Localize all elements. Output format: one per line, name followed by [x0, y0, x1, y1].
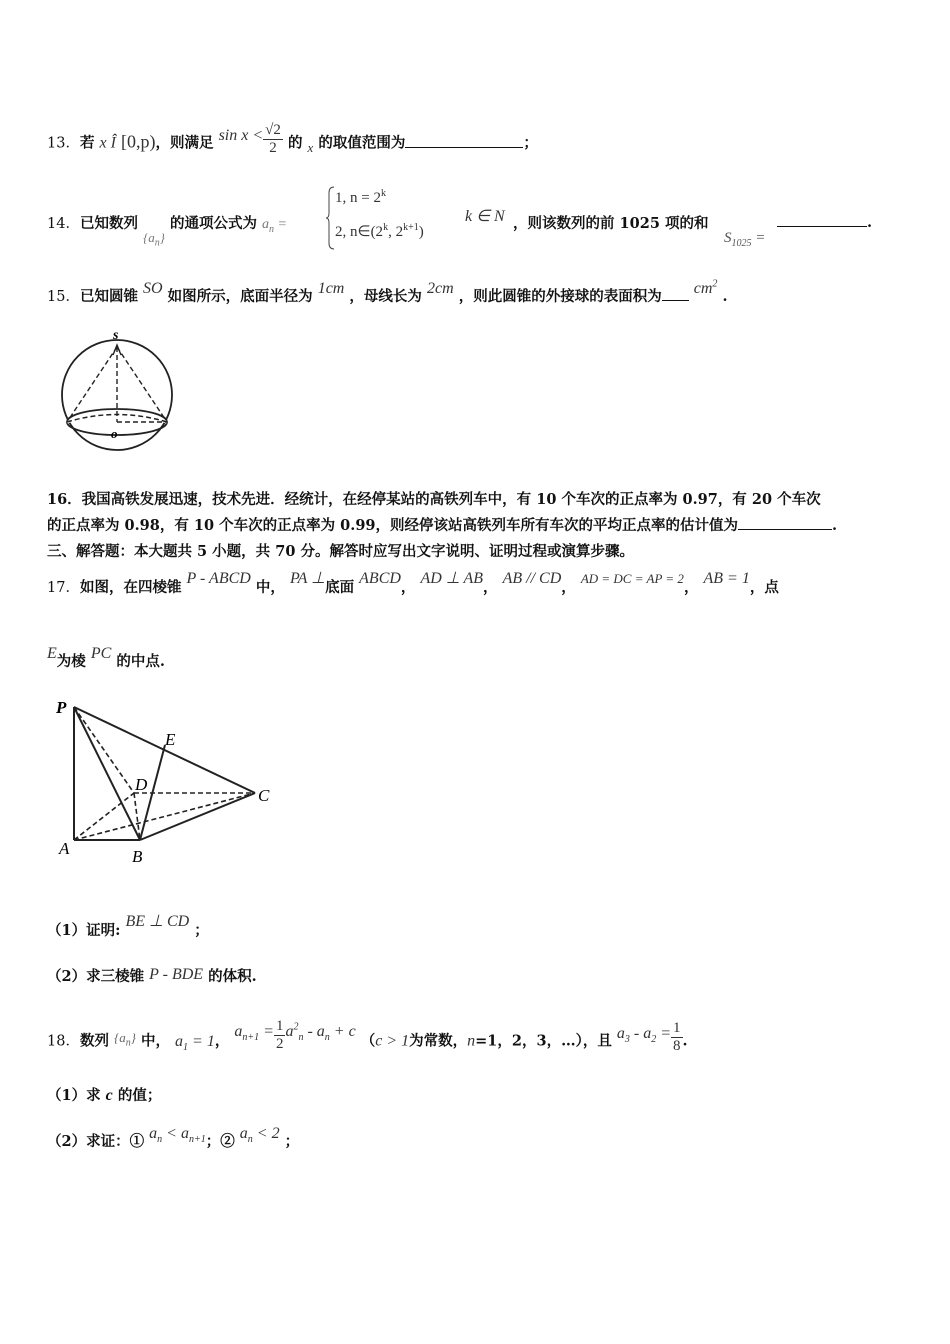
math — [616, 1024, 672, 1045]
case-brace — [325, 185, 335, 251]
subscript: n — [269, 223, 275, 235]
label-A: A — [59, 839, 70, 858]
text: ， — [483, 579, 498, 596]
math-part: < 2 — [252, 1125, 280, 1142]
label-o: o — [111, 426, 118, 441]
text: ；② — [205, 1133, 235, 1150]
math — [239, 1125, 280, 1146]
math-part: a — [616, 1024, 625, 1042]
cone-sphere-figure — [55, 325, 185, 460]
text: . — [867, 214, 873, 231]
math: P - ABCD — [186, 570, 251, 587]
math-part: cm — [693, 280, 713, 297]
text: （2）求三棱锥 — [47, 968, 145, 985]
text: ， — [400, 579, 416, 596]
text: . — [832, 517, 838, 534]
subscript: n — [324, 1031, 330, 1043]
numerator: √2 — [265, 122, 281, 138]
math-part: < a — [162, 1125, 189, 1142]
label-B: B — [132, 847, 143, 866]
math: BE ⊥ CD — [125, 913, 190, 930]
math-part: , 2 — [388, 224, 404, 240]
text: （1）证明: — [47, 922, 121, 939]
denominator: 8 — [673, 1038, 681, 1054]
math — [262, 217, 287, 235]
text: 如图，在四棱锥 — [79, 579, 182, 596]
question-number: 13． — [47, 135, 80, 152]
text: 为常数， — [409, 1032, 468, 1050]
math-part: = — [751, 230, 766, 246]
text: ， — [214, 1032, 230, 1050]
question-17-part2 — [47, 965, 257, 986]
math-part: a — [234, 1022, 243, 1040]
text: （1）求 — [47, 1087, 101, 1104]
subscript: n — [154, 237, 160, 249]
question-number: 18． — [47, 1033, 80, 1050]
math — [234, 1022, 274, 1043]
answer-blank[interactable] — [405, 133, 523, 148]
brace-icon — [325, 185, 335, 251]
math: x Î — [99, 134, 116, 152]
math: AD ⊥ AB — [420, 570, 484, 587]
math-part: + c — [329, 1022, 356, 1040]
text: （2）求证：① — [47, 1133, 145, 1150]
math-part: - a — [629, 1024, 652, 1042]
question-18-part1 — [47, 1084, 161, 1105]
label-E: E — [165, 730, 176, 749]
text: 已知圆锥 — [79, 288, 138, 305]
text: 的中点. — [116, 653, 165, 670]
text: 已知数列 — [79, 215, 138, 232]
numerator: 1 — [275, 1018, 284, 1034]
answer-blank[interactable] — [777, 212, 867, 227]
subscript: n — [125, 1037, 131, 1049]
math-part: - a — [303, 1022, 325, 1040]
text: 的通项公式为 — [169, 215, 257, 232]
question-17 — [47, 570, 779, 597]
superscript: k — [383, 222, 389, 233]
label-C: C — [258, 786, 270, 805]
subscript: n — [247, 1134, 253, 1146]
text: 中， — [255, 579, 285, 596]
math: P - BDE — [149, 966, 204, 983]
superscript: 2 — [712, 278, 718, 290]
text: ，则此圆锥的外接球的表面积为 — [458, 288, 662, 305]
label-P: P — [56, 698, 67, 717]
answer-14 — [777, 212, 872, 231]
math-part: = — [274, 217, 287, 232]
subscript: n — [157, 1134, 163, 1146]
math: AD = DC = AP = 2 — [580, 571, 684, 586]
question-number: 15． — [47, 289, 80, 305]
subscript: n+1 — [242, 1031, 260, 1043]
fraction — [671, 1020, 683, 1055]
label-D: D — [135, 775, 148, 794]
math: PC — [90, 645, 112, 662]
text: =1，2，3，…），且 — [475, 1032, 612, 1050]
text: ，母线长为 — [349, 288, 422, 305]
text: 中， — [140, 1032, 170, 1050]
case-1 — [335, 188, 386, 207]
math-part: ) — [418, 224, 424, 240]
text: ，则满足 — [155, 134, 214, 152]
subscript: n — [298, 1031, 304, 1043]
math-part: = — [656, 1024, 672, 1042]
question-14 — [47, 212, 287, 249]
math: n — [467, 1032, 476, 1050]
question-15 — [47, 278, 728, 306]
math: x — [307, 139, 314, 155]
subscript: 1 — [183, 1041, 189, 1053]
denominator: 2 — [275, 1036, 284, 1052]
answer-blank[interactable] — [738, 515, 832, 530]
math: SO — [143, 280, 163, 297]
superscript: 2 — [293, 1021, 299, 1033]
math — [143, 230, 165, 249]
pyramid-figure — [50, 695, 280, 870]
math: [0,p) — [121, 131, 156, 152]
text: 若 — [79, 134, 95, 152]
superscript: k+1 — [403, 222, 419, 233]
question-16-line2 — [47, 514, 837, 535]
math: 2cm — [426, 280, 454, 297]
case-2 — [335, 222, 424, 241]
text: 底面 — [325, 579, 355, 596]
text: ， — [683, 579, 699, 596]
text: 的体积. — [208, 968, 257, 985]
text: . — [722, 288, 728, 305]
question-13 — [47, 122, 538, 161]
answer-blank[interactable] — [662, 286, 689, 301]
math — [114, 1029, 136, 1049]
text: ，点 — [749, 579, 779, 596]
subscript: n+1 — [188, 1134, 206, 1146]
math: AB = 1 — [703, 570, 750, 587]
text: ； — [523, 134, 538, 152]
math: E — [47, 645, 57, 662]
text: 的 — [287, 134, 303, 152]
math: sin x < — [218, 126, 264, 144]
math-part: = — [259, 1022, 274, 1040]
math: 1cm — [317, 280, 345, 297]
fraction — [274, 1018, 286, 1053]
math-part: 1, n = 2 — [335, 190, 381, 206]
math-part: a — [175, 1032, 184, 1050]
math-part: } — [130, 1029, 136, 1045]
question-number: 14． — [47, 216, 80, 232]
subscript: 1025 — [731, 238, 752, 249]
math-part: S — [724, 230, 732, 246]
text: 的正点率为 0.98，有 10 个车次的正点率为 0.99，则经停该站高铁列车所有车次的平均正点率的估计值为 — [47, 517, 738, 534]
question-18-part2 — [47, 1125, 300, 1153]
math-part: 2, n∈(2 — [335, 224, 384, 240]
text: （ — [360, 1032, 376, 1050]
text: 为棱 — [56, 653, 86, 670]
question-17-part1 — [47, 913, 209, 940]
text: ； — [284, 1133, 300, 1150]
math: AB // CD — [502, 570, 562, 587]
question-17-line2 — [47, 645, 165, 671]
text: ，则该数列的前 1025 项的和 — [513, 215, 709, 232]
denominator: 2 — [269, 140, 277, 156]
math-part: a — [262, 217, 270, 232]
question-number: 17． — [47, 580, 80, 596]
math — [149, 1125, 206, 1146]
math-part: = 1 — [188, 1032, 215, 1050]
fraction — [263, 122, 283, 157]
math-part: {a — [114, 1029, 126, 1045]
math-part: a — [285, 1022, 294, 1040]
math — [694, 280, 718, 297]
subscript: 3 — [624, 1033, 630, 1045]
question-18 — [47, 1018, 688, 1059]
text: ， — [561, 579, 576, 596]
superscript: k — [380, 188, 386, 199]
text: 数列 — [79, 1032, 109, 1050]
math-part: {a — [143, 230, 155, 245]
math: c > 1 — [375, 1032, 410, 1050]
math-part: } — [159, 230, 165, 245]
math — [724, 230, 765, 249]
math: c — [105, 1087, 113, 1104]
section-heading: 三、解答题：本大题共 5 小题，共 70 分。解答时应写出文字说明、证明过程或演算步骤。 — [47, 543, 634, 560]
math: PA ⊥ — [289, 570, 326, 587]
math-part: a — [149, 1125, 158, 1142]
text: 的取值范围为 — [318, 134, 406, 152]
math — [285, 1021, 356, 1043]
label-s: s — [113, 328, 119, 343]
question-16-line1: 16．我国高铁发展迅速，技术先进．经统计，在经停某站的高铁列车中，有 10 个车次的正点率为 0.97，有 20 个车次 — [47, 491, 821, 508]
subscript: 2 — [651, 1033, 657, 1045]
numerator: 1 — [673, 1020, 681, 1036]
text: ； — [194, 922, 209, 939]
text: . — [682, 1032, 688, 1050]
text: 的值； — [117, 1087, 162, 1104]
math-part: a — [239, 1125, 248, 1142]
text: 如图所示，底面半径为 — [167, 288, 313, 305]
math — [175, 1032, 215, 1053]
math: k ∈ N — [465, 208, 505, 225]
math: ABCD — [359, 570, 401, 587]
